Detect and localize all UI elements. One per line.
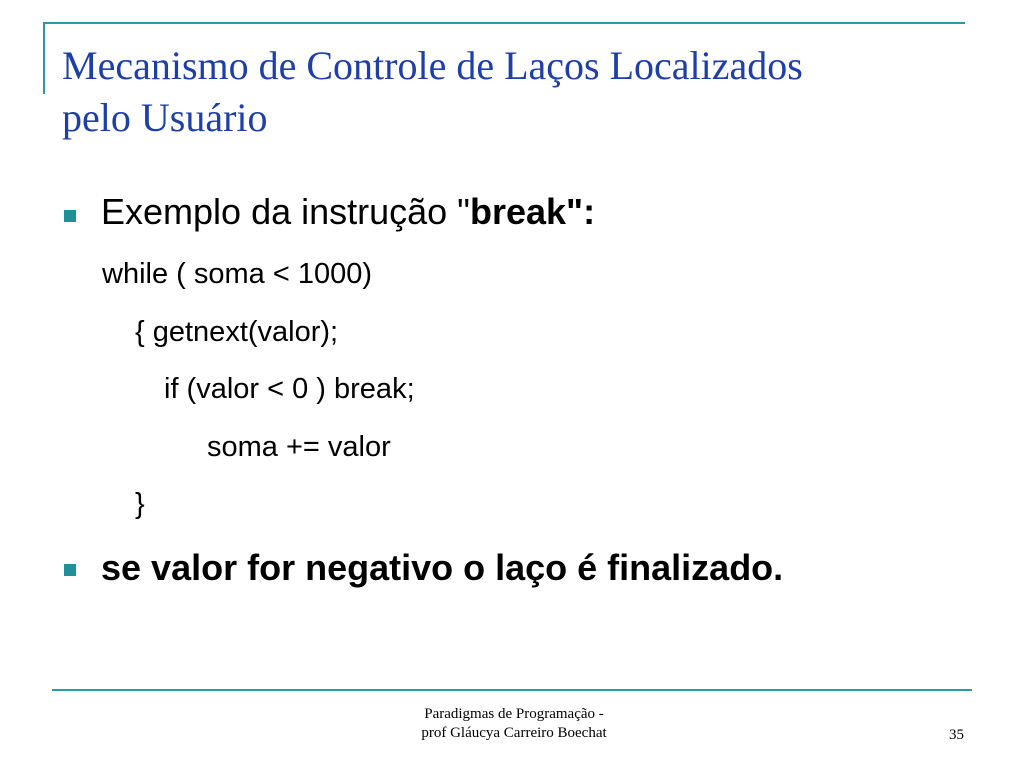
slide-title-line-2: pelo Usuário: [62, 95, 268, 140]
square-bullet-icon: [64, 210, 76, 222]
code-line-3: if (valor < 0 ) break;: [164, 373, 415, 405]
footer-caption: [350, 705, 678, 743]
bullet-1-keyword: break":: [469, 191, 596, 232]
title-frame-left-line: [43, 22, 45, 94]
bullet-1-text: [101, 190, 595, 234]
bullet-1-prefix: Exemplo da instrução ": [101, 191, 470, 232]
title-frame-top-line: [43, 22, 965, 24]
code-line-4: soma += valor: [207, 431, 391, 463]
footer-line-1: Paradigmas de Programação -: [424, 706, 604, 722]
code-line-2: { getnext(valor);: [135, 316, 339, 348]
page-number: 35: [949, 727, 964, 743]
code-line-5: }: [135, 488, 145, 520]
footer-line-2: prof Gláucya Carreiro Boechat: [421, 725, 607, 741]
bullet-2-text: se valor for negativo o laço é finalizado.: [101, 547, 784, 588]
slide-title-line-1: Mecanismo de Controle de Laços Localizados: [62, 43, 803, 88]
code-line-1: while ( soma < 1000): [102, 258, 372, 290]
square-bullet-icon: [64, 564, 76, 576]
footer-divider: [52, 689, 972, 691]
slide-title: [62, 40, 1002, 144]
